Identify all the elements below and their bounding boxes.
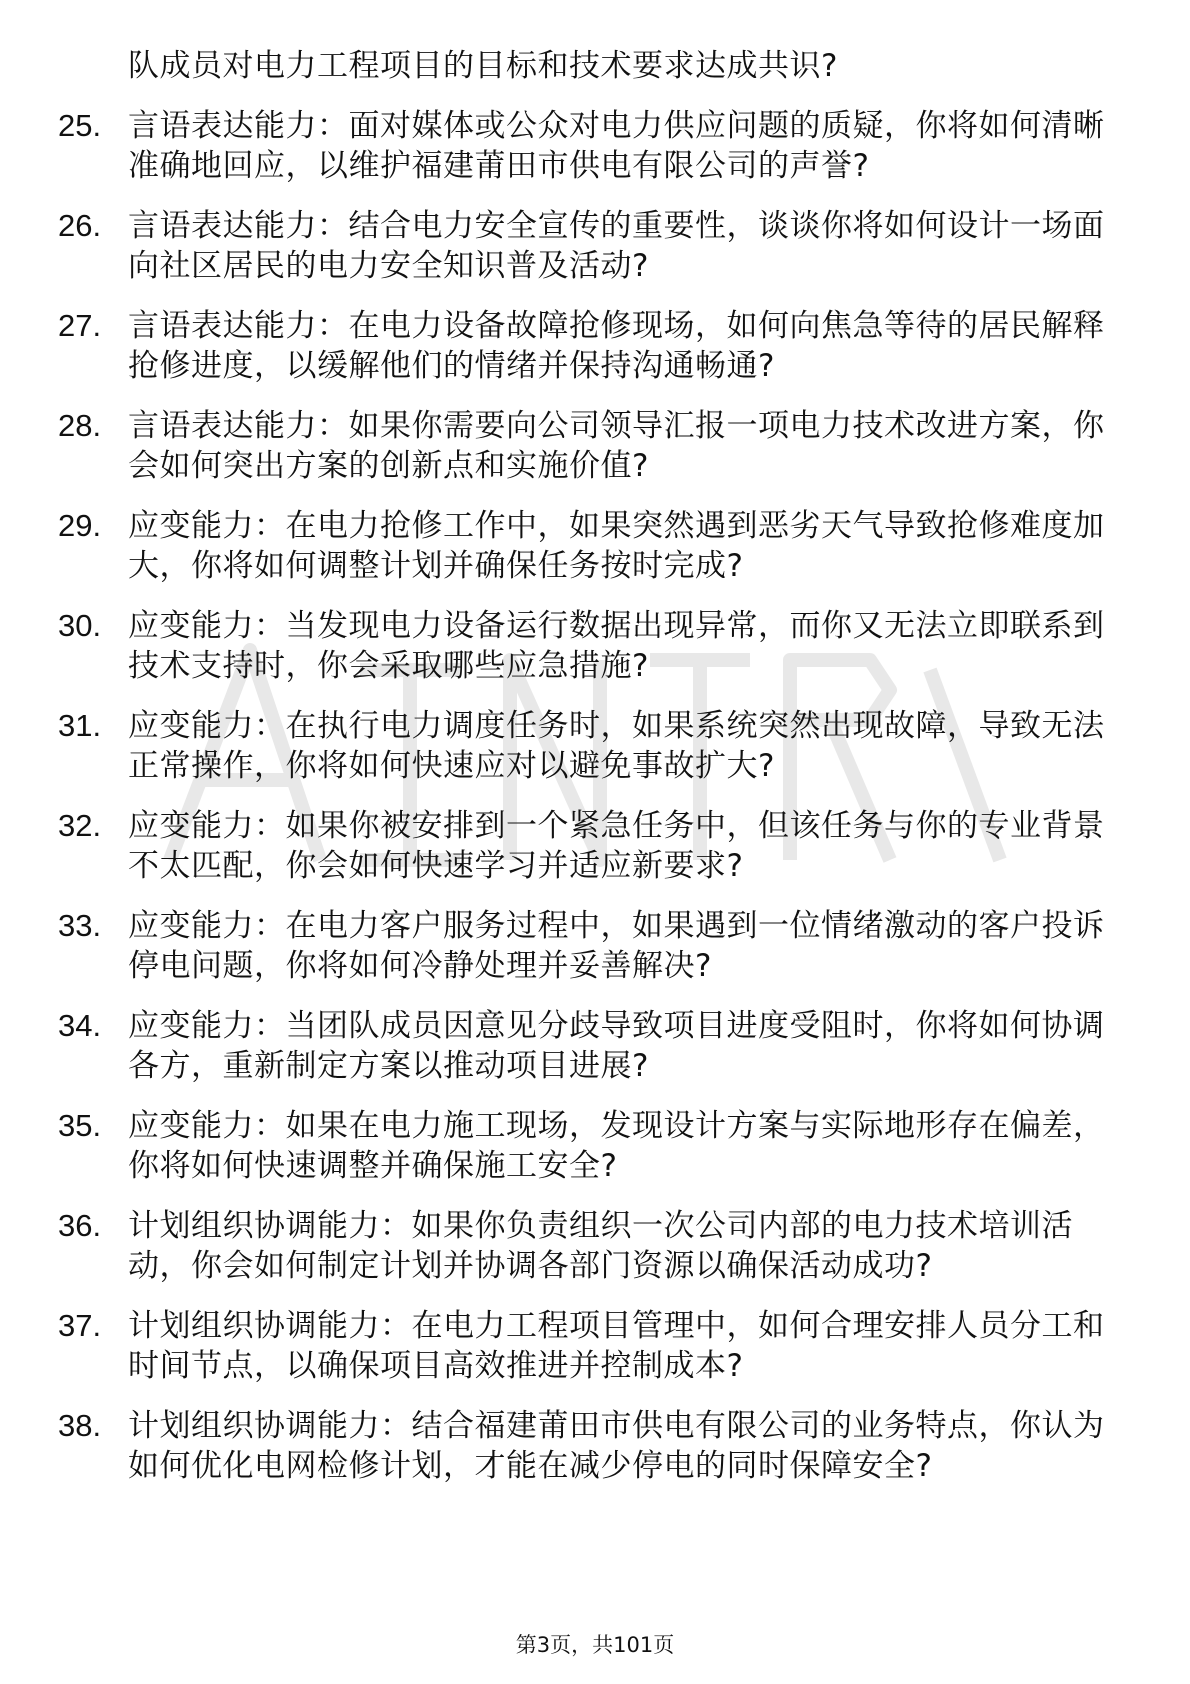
- question-text: 应变能力：当团队成员因意见分歧导致项目进度受阻时，你将如何协调各方，重新制定方案以推动项目进展?: [128, 1008, 1105, 1084]
- question-number: 28.: [58, 408, 102, 443]
- question-text: 应变能力：在执行电力调度任务时，如果系统突然出现故障，导致无法正常操作，你将如何快速应对以避免事故扩大?: [128, 708, 1105, 784]
- question-item: [58, 706, 1128, 786]
- question-number: 30.: [58, 608, 102, 643]
- question-item: [58, 606, 1128, 686]
- question-item: [58, 1306, 1128, 1386]
- question-item: [58, 806, 1128, 886]
- question-number: 37.: [58, 1308, 102, 1343]
- question-text: 计划组织协调能力：如果你负责组织一次公司内部的电力技术培训活动，你会如何制定计划并协调各部门资源以确保活动成功?: [128, 1208, 1073, 1284]
- question-item: [58, 906, 1128, 986]
- question-text: 应变能力：当发现电力设备运行数据出现异常，而你又无法立即联系到技术支持时，你会采取哪些应急措施?: [128, 608, 1105, 684]
- question-number: 38.: [58, 1408, 102, 1443]
- question-text: 应变能力：如果在电力施工现场，发现设计方案与实际地形存在偏差，你将如何快速调整并确保施工安全?: [128, 1108, 1105, 1184]
- question-number: 35.: [58, 1108, 102, 1143]
- question-text: 应变能力：在电力客户服务过程中，如果遇到一位情绪激动的客户投诉停电问题，你将如何冷静处理并妥善解决?: [128, 908, 1105, 984]
- question-number: 31.: [58, 708, 102, 743]
- question-item: [58, 1006, 1128, 1086]
- question-item: [58, 306, 1128, 386]
- question-number: 32.: [58, 808, 102, 843]
- question-item: [58, 1106, 1128, 1186]
- question-item: [58, 406, 1128, 486]
- question-item: [58, 1206, 1128, 1286]
- continuation-text: 队成员对电力工程项目的目标和技术要求达成共识?: [128, 48, 838, 84]
- question-item: [58, 106, 1128, 186]
- page-footer: 第3页，共101页: [515, 1633, 675, 1657]
- question-number: 29.: [58, 508, 102, 543]
- question-text: 计划组织协调能力：结合福建莆田市供电有限公司的业务特点，你认为如何优化电网检修计划，才能在减少停电的同时保障安全?: [128, 1408, 1105, 1484]
- question-text: 言语表达能力：如果你需要向公司领导汇报一项电力技术改进方案，你会如何突出方案的创新点和实施价值?: [128, 408, 1105, 484]
- question-text: 应变能力：如果你被安排到一个紧急任务中，但该任务与你的专业背景不太匹配，你会如何快速学习并适应新要求?: [128, 808, 1105, 884]
- question-item: [58, 1406, 1128, 1486]
- question-text: 言语表达能力：在电力设备故障抢修现场，如何向焦急等待的居民解释抢修进度，以缓解他们的情绪并保持沟通畅通?: [128, 308, 1105, 384]
- question-item: [58, 206, 1128, 286]
- question-text: 应变能力：在电力抢修工作中，如果突然遇到恶劣天气导致抢修难度加大，你将如何调整计划并确保任务按时完成?: [128, 508, 1105, 584]
- question-list: [58, 46, 1128, 1506]
- question-number: 36.: [58, 1208, 102, 1243]
- question-number: 26.: [58, 208, 102, 243]
- question-number: 25.: [58, 108, 102, 143]
- question-number: 27.: [58, 308, 102, 343]
- question-item: [58, 506, 1128, 586]
- question-number: 34.: [58, 1008, 102, 1043]
- question-text: 言语表达能力：面对媒体或公众对电力供应问题的质疑，你将如何清晰准确地回应，以维护福建莆田市供电有限公司的声誉?: [128, 108, 1105, 184]
- question-text: 计划组织协调能力：在电力工程项目管理中，如何合理安排人员分工和时间节点，以确保项目高效推进并控制成本?: [128, 1308, 1105, 1384]
- question-number: 33.: [58, 908, 102, 943]
- question-text: 言语表达能力：结合电力安全宣传的重要性，谈谈你将如何设计一场面向社区居民的电力安全知识普及活动?: [128, 208, 1105, 284]
